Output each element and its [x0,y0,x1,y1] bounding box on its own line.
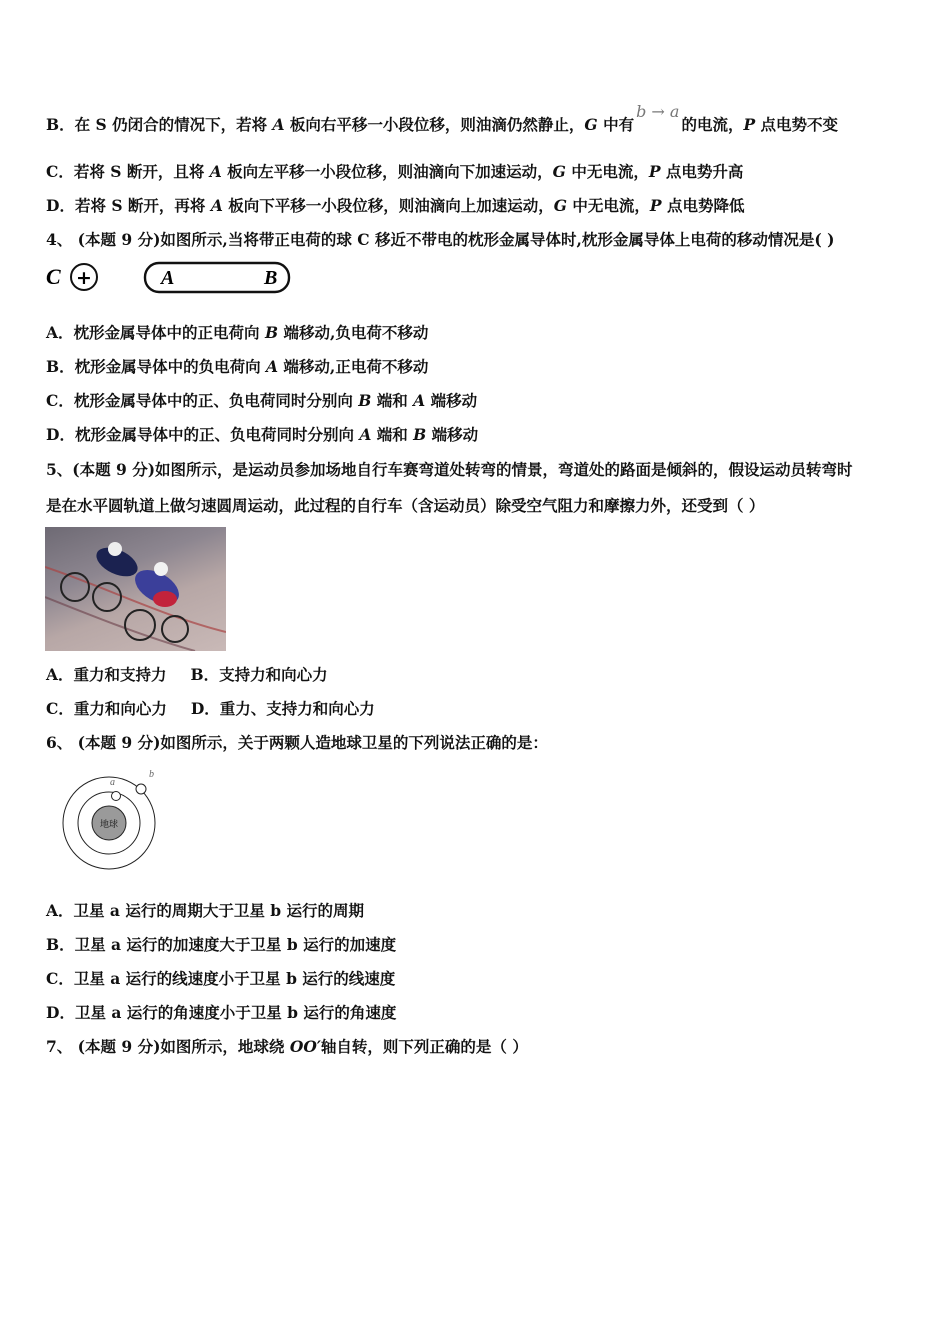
label-b: b [149,769,154,780]
option-text: 板向下平移一小段位移，则油滴向上加速运动， [222,196,554,215]
var-g: G [584,115,598,134]
label-c: C [46,264,61,289]
q7-text: 7、 (本题 9 分)如图所示，地球绕 [46,1037,290,1056]
q4-option-c [46,391,477,411]
option-text: 端移动,负电荷不移动 [278,323,429,342]
q3-option-b [46,102,839,135]
option-d: D．重力、支持力和向心力 [190,699,375,718]
option-text: 中有 [597,115,635,134]
var: B [264,323,279,342]
q5-stem-line1: 5、(本题 9 分)如图所示，是运动员参加场地自行车赛弯道处转弯的情景，弯道处的路面是倾斜的，假设运动员转弯时 [46,460,853,479]
var: B [413,425,427,444]
var-a: A [210,196,223,215]
option-text: 板向左平移一小段位移，则油滴向下加速运动， [221,162,553,181]
option-text: D．若将 S 断开，再将 [46,196,211,215]
axis-label: OO′ [289,1037,321,1056]
option-text: 端移动,正电荷不移动 [278,357,429,376]
label-a: a [110,777,115,788]
option-text: 点电势升高 [660,162,744,181]
option-text: 中无电流， [567,196,650,215]
q6-stem: 6、 (本题 9 分)如图所示，关于两颗人造地球卫星的下列说法正确的是： [46,733,548,752]
q7-text: 轴自转，则下列正确的是（ ） [320,1037,528,1056]
var: A [266,357,279,376]
var-p: P [648,162,661,181]
q4-option-b [46,357,428,377]
q5-stem-line2: 是在水平圆轨道上做匀速圆周运动，此过程的自行车（含运动员）除受空气阻力和摩擦力外，还受到（ ） [46,496,765,515]
var-a: A [209,162,222,181]
label-a: A [161,267,175,289]
current-direction: b → a [636,102,680,121]
satellite-a [112,792,121,801]
q3-option-c [46,162,743,182]
option-text: A．枕形金属导体中的正电荷向 [46,323,265,342]
var-g: G [552,162,566,181]
pillow-conductor-figure [44,258,294,296]
option-text: 点电势不变 [755,115,839,134]
satellite-orbits-figure [58,763,168,873]
var-p: P [649,196,662,215]
q5-options-row1 [46,665,328,685]
q7-stem [46,1037,528,1057]
option-text: C．枕形金属导体中的正、负电荷同时分别向 [46,391,359,410]
earth-label: 地球 [99,820,119,830]
option-text: 中无电流， [565,162,649,181]
option-text: 的电流， [681,115,744,134]
var-g: G [553,196,568,215]
q4-option-a [46,323,428,343]
var: B [358,391,372,410]
label-b: B [264,267,278,289]
plus-sign: + [76,267,92,289]
q6-option-d: D．卫星 a 运行的角速度小于卫星 b 运行的角速度 [46,1003,397,1022]
q6-option-c: C．卫星 a 运行的线速度小于卫星 b 运行的线速度 [46,969,396,988]
option-c: C．重力和向心力 [46,699,167,718]
cycling-track-photo [45,527,226,651]
option-text: 板向右平移一小段位移，则油滴仍然静止， [284,115,585,134]
option-text: B．枕形金属导体中的负电荷向 [46,357,266,376]
option-text: 点电势降低 [661,196,745,215]
option-a: A．重力和支持力 [46,665,167,684]
option-text: 端和 [371,425,414,444]
q3-option-d [46,196,744,216]
q4-stem: 4、 (本题 9 分)如图所示,当将带正电荷的球 C 移近不带电的枕形金属导体时,枕形金属导体上电荷的移动情况是( ) [46,230,835,249]
option-text: 端移动 [425,391,478,410]
option-b: B．支持力和向心力 [190,665,328,684]
option-text: C．若将 S 断开，且将 [46,162,210,181]
var: A [413,391,426,410]
option-text: 端和 [371,391,414,410]
option-text: 端移动 [426,425,479,444]
var-a: A [272,115,285,134]
option-text: D．枕形金属导体中的正、负电荷同时分别向 [46,425,360,444]
q4-option-d [46,425,478,445]
var: A [359,425,372,444]
q6-option-a: A．卫星 a 运行的周期大于卫星 b 运行的周期 [46,901,364,920]
satellite-b [136,784,146,794]
q6-option-b: B．卫星 a 运行的加速度大于卫星 b 运行的加速度 [46,935,397,954]
var-p: P [743,115,756,134]
option-text: B．在 S 仍闭合的情况下，若将 [46,115,273,134]
q5-options-row2 [46,699,375,719]
